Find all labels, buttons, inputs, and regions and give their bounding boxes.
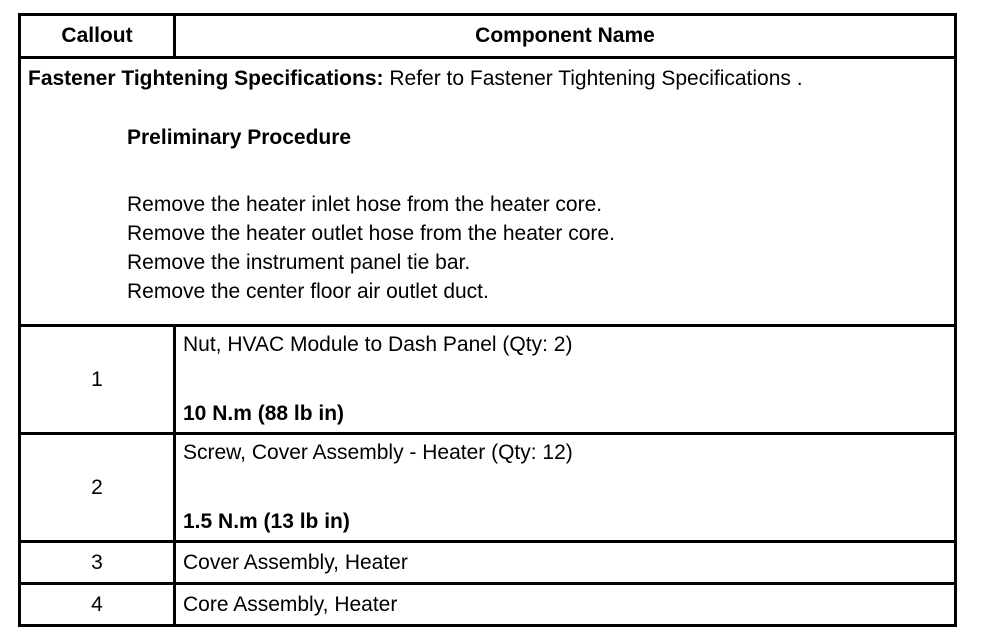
callout-cell: 4 <box>21 585 176 624</box>
table-row <box>21 432 954 540</box>
step-item: Remove the center floor air outlet duct. <box>127 280 489 303</box>
component-name-header: Component Name <box>475 24 655 47</box>
preliminary-steps <box>127 190 954 306</box>
callout-header: Callout <box>21 16 176 56</box>
table-row <box>21 540 954 582</box>
callout-cell: 3 <box>21 543 176 582</box>
step-item: Remove the heater inlet hose from the heater core. <box>127 193 603 216</box>
step-item: Remove the instrument panel tie bar. <box>127 251 471 274</box>
torque-value: 10 N.m (88 lb in) <box>183 402 345 425</box>
component-name: Cover Assembly, Heater <box>183 550 408 574</box>
procedure-notes <box>21 56 954 324</box>
component-name: Core Assembly, Heater <box>183 592 398 616</box>
component-cell <box>176 327 954 432</box>
header-row <box>21 16 954 56</box>
torque-value: 1.5 N.m (13 lb in) <box>183 510 350 533</box>
preliminary-procedure-title: Preliminary Procedure <box>127 126 352 149</box>
callout-cell: 2 <box>21 435 176 540</box>
fastener-spec-line <box>28 67 954 91</box>
component-name: Screw, Cover Assembly - Heater (Qty: 12) <box>183 441 573 464</box>
component-table <box>18 13 957 627</box>
component-name: Nut, HVAC Module to Dash Panel (Qty: 2) <box>183 333 573 356</box>
callout-cell: 1 <box>21 327 176 432</box>
table-row <box>21 582 954 624</box>
table-row <box>21 324 954 432</box>
fastener-spec-label: Fastener Tightening Specifications: <box>28 67 384 90</box>
component-cell <box>176 435 954 540</box>
step-item: Remove the heater outlet hose from the heater core. <box>127 222 615 245</box>
fastener-spec-link[interactable]: Refer to Fastener Tightening Specifications . <box>383 67 803 90</box>
